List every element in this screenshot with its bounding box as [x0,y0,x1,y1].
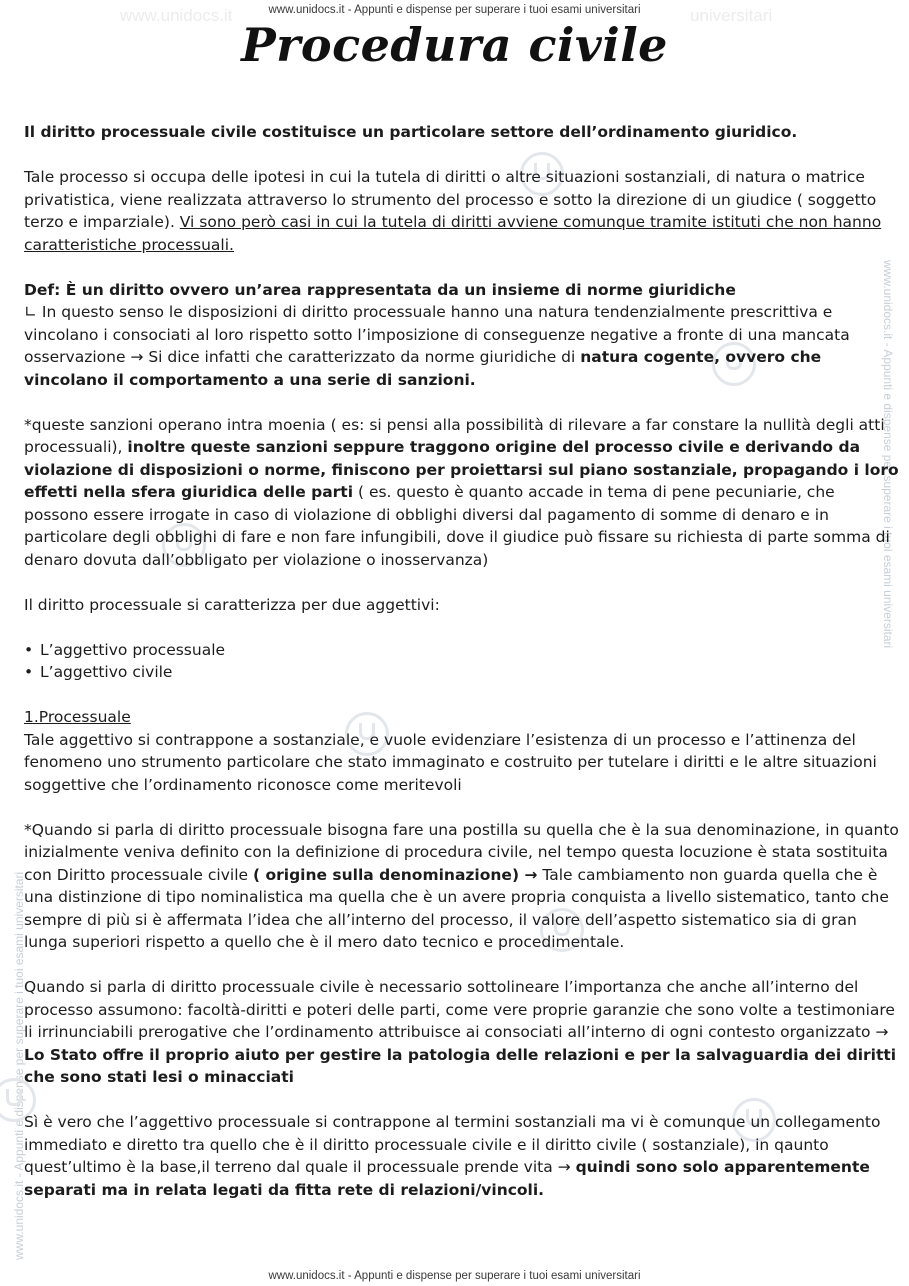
link-paragraph: Sì è vero che l’aggettivo processuale si contrappone al termini sostanziali ma vi è comunque un collegamento immediato e diretto tra quello che è il diritto processuale civile e il diritto civile ( sostanziale), in qaunto quest’ultimo è la base,il terreno dal quale il processuale prende vita → quindi sono solo apparentemente separati ma in relata legati da fitta rete di relazioni/vincoli. [24,1113,881,1199]
underlined-note: Vi sono però casi in cui la tutela di diritti avviene comunque tramite istituti che non hanno caratteristiche processuali. [24,213,882,254]
intro-paragraph: Il diritto processuale civile costituisce un particolare settore dell’ordinamento giuridico. [24,123,798,141]
watermark-footer: www.unidocs.it - Appunti e dispense per superare i tuoi esami universitari [268,1270,641,1282]
watermark-ghost-text: universitari [690,6,773,25]
watermark-ghost-text: www.unidocs.it [120,6,233,25]
section-heading: 1.Processuale [24,708,131,726]
document-body [24,121,902,1224]
bullet-icon: • [24,663,34,681]
guarantees-paragraph: Quando si parla di diritto processuale civile è necessario sottolineare l’importanza che anche all’interno del processo assumono: facoltà-diritti e poteri delle parti, come vere proprie garanzie che sono volte a testimoniare li irrinunciabili prerogative che l’ordinamento attribuisce ai consociati all’interno di ogni contesto organizzato → Lo Stato offre il proprio aiuto per gestire la patologia delle relazioni e per la salvaguardia dei diritti che sono stati lesi o minacciati [24,978,897,1086]
watermark-header: www.unidocs.it - Appunti e dispense per superare i tuoi esami universitari [268,4,641,16]
sanctions-paragraph: *queste sanzioni operano intra moenia ( es: si pensi alla possibilità di rilevare a far constare la nullità degli atti processuali), inoltre queste sanzioni seppure traggono origine del processo civile e derivando da violazione di disposizioni o norme, finiscono per proiettarsi sul piano sostanziale, propagando i loro effetti nella sfera giuridica delle parti ( es. questo è quanto accade in tema di pene pecuniarie, che possono essere irrogate in caso di violazione di obblighi diversi dal pagamento di somme di denaro e in particolare degli obblighi di fare e non fare infungibili, dove il giudice può fissare su richiesta di parte somma di denaro dovuta dall’obbligato per violazione o inosservanza) [24,415,899,569]
adjectives-intro: Il diritto processuale si caratterizza per due aggettivi: [24,595,440,614]
denomination-paragraph: *Quando si parla di diritto processuale bisogna fare una postilla su quella che è la sua denominazione, in quanto inizialmente veniva definito con la definizione di procedura civile, nel tempo questa locuzione è stata sostituita con Diritto processuale civile ( origine sulla denominazione) → Tale cambiamento non guarda quella che è una distinzione di tipo nominalistica ma quella che è un avere propria conquista a livello sistematico, tanto che sempre di più si è affermata l’idea che all’interno del processo, il valore dell’aspetto sistematico sia di gran lunga superiori rispetto a quello che è il mero dato tecnico e procedimentale. [24,820,899,951]
process-paragraph: Tale processo si occupa delle ipotesi in cui la tutela di diritti o altre situazioni sostanziali, di natura o matrice privatistica, viene realizzata attraverso lo strumento del processo e sotto la direzione di un giudice ( soggetto terzo e imparziale). Vi sono però casi in cui la tutela di diritti avviene comunque tramite istituti che non hanno caratteristiche processuali. [24,168,882,254]
watermark-side-left: www.unidocs.it - Appunti e dispense per superare i tuoi esami universitari [12,871,26,1260]
watermark-side-right: www.unidocs.it - Appunti e dispense per superare i tuoi esami universitari [881,260,895,649]
section-paragraph: Tale aggettivo si contrappone a sostanziale, e vuole evidenziare l’esistenza di un processo e l’attinenza del fenomeno uno strumento particolare che stato immaginato e costruito per tutelare i diritti e le altre situazioni soggettive che l’ordinamento riconosce come meritevoli [24,730,877,794]
page-title: Procedura civile [241,18,668,72]
list-item: • L’aggettivo civile [24,661,902,684]
bullet-icon: • [24,640,34,659]
definition-title: Def: È un diritto ovvero un’area rappresentata da un insieme di norme giuridiche [24,280,736,299]
definition-paragraph: ∟ In questo senso le disposizioni di diritto processuale hanno una natura tendenzialmente prescrittiva e vincolano i consociati al loro rispetto sotto l’imposizione di conseguenze negative a fronte di una mancata osservazione → Si dice infatti che caratterizzato da norme giuridiche di natura cogente, ovvero che vincolano il comportamento a una serie di sanzioni. [24,303,850,389]
adjectives-list [24,639,902,684]
list-item: • L’aggettivo processuale [24,639,902,662]
